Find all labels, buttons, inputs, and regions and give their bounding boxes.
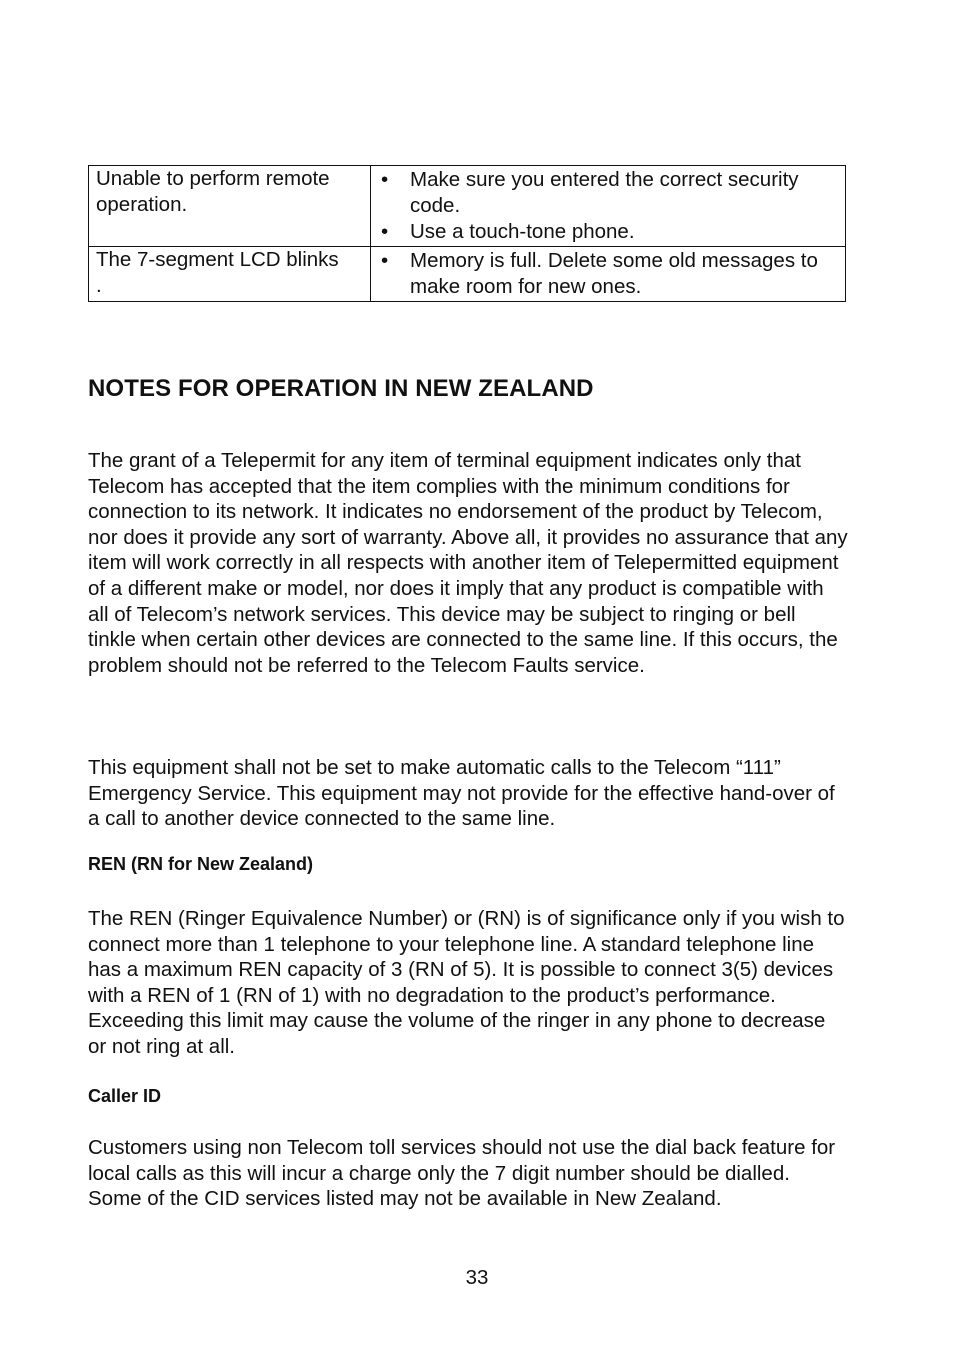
table-row xyxy=(89,247,846,302)
section-heading: NOTES FOR OPERATION IN NEW ZEALAND xyxy=(88,375,594,402)
solution-text: Use a touch-tone phone. xyxy=(410,220,635,243)
emergency-service-paragraph: This equipment shall not be set to make automatic calls to the Telecom “111” Emergency Service. This equipment may not provide for the effective hand-over of a call to another device connected to the same line. xyxy=(88,756,835,831)
list-item xyxy=(381,219,835,245)
bullet-icon: • xyxy=(381,249,389,272)
solution-list xyxy=(371,166,845,246)
problem-text: Unable to perform remote operation. xyxy=(96,167,330,216)
ren-heading: REN (RN for New Zealand) xyxy=(88,854,314,874)
list-item xyxy=(381,167,835,219)
troubleshooting-table xyxy=(88,165,846,302)
bullet-icon: • xyxy=(381,168,389,191)
caller-id-heading: Caller ID xyxy=(88,1086,162,1106)
solution-cell xyxy=(371,247,846,302)
table-row xyxy=(89,166,846,247)
page-number: 33 xyxy=(465,1266,489,1289)
solution-text: Memory is full. Delete some old messages to make room for new ones. xyxy=(410,249,818,298)
telepermit-paragraph: The grant of a Telepermit for any item of terminal equipment indicates only that Telecom has accepted that the item complies with the minimum conditions for connection to its network. It indicates no endorsement of the product by Telecom, nor does it provide any sort of warranty. Above all, it provides no assurance that any item will work correctly in all respects with another item of Telepermitted equipment of a different make or model, nor does it imply that any product is compatible with all of Telecom’s network services. This device may be subject to ringing or bell tinkle when certain other devices are connected to the same line. If this occurs, the problem should not be referred to the Telecom Faults service. xyxy=(88,449,848,677)
problem-cell xyxy=(89,247,371,302)
solution-text: Make sure you entered the correct security code. xyxy=(410,168,799,217)
problem-text: The 7-segment LCD blinks . xyxy=(96,248,368,297)
problem-cell xyxy=(89,166,371,247)
solution-cell xyxy=(371,166,846,247)
list-item xyxy=(381,248,835,300)
ren-paragraph: The REN (Ringer Equivalence Number) or (RN) is of significance only if you wish to connect more than 1 telephone to your telephone line. A standard telephone line has a maximum REN capacity of 3 (RN of 5). It is possible to connect 3(5) devices with a REN of 1 (RN of 1) with no degradation to the product’s performance. Exceeding this limit may cause the volume of the ringer in any phone to decrease or not ring at all. xyxy=(88,907,845,1058)
bullet-icon: • xyxy=(381,220,389,243)
solution-list xyxy=(371,247,845,301)
caller-id-paragraph: Customers using non Telecom toll services should not use the dial back feature for local calls as this will incur a charge only the 7 digit number should be dialled. Some of the CID services listed may not be available in New Zealand. xyxy=(88,1136,836,1211)
